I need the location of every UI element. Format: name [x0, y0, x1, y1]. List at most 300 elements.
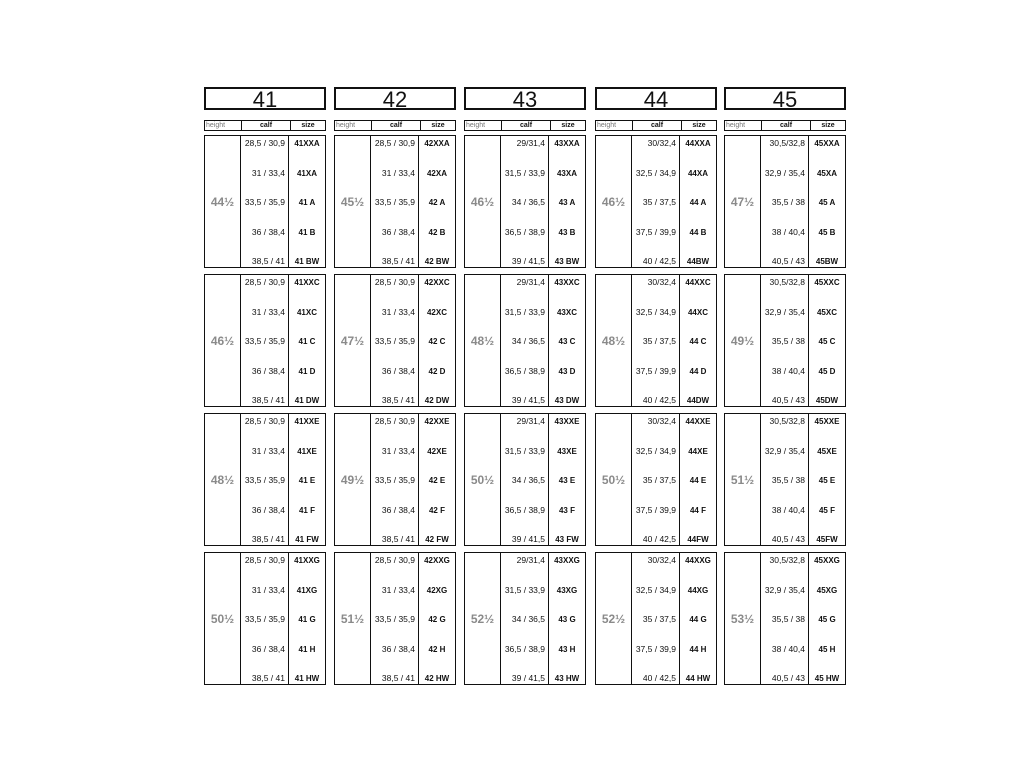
size-code: 42XE	[427, 446, 447, 456]
calf-range: 30/32,4	[647, 138, 676, 148]
size-code: 41XC	[296, 307, 317, 317]
calf-range: 34 / 36,5	[511, 197, 545, 207]
calf-list	[241, 553, 289, 684]
calf-range: 36,5 / 38,9	[504, 504, 545, 515]
calf-range: 36,5 / 38,9	[504, 365, 545, 376]
size-code: 42 HW	[424, 674, 450, 683]
calf-range: 39 / 41,5	[511, 534, 545, 544]
calf-range: 32,9 / 35,4	[764, 306, 805, 317]
column-title: 42	[334, 87, 456, 110]
size-code: 44 A	[689, 198, 707, 207]
calf-range: 31,5 / 33,9	[504, 584, 545, 595]
height-block	[595, 552, 717, 685]
column-title: 45	[724, 87, 846, 110]
height-block	[204, 413, 326, 546]
column-title: 41	[204, 87, 326, 110]
height-value: 50½	[596, 414, 632, 545]
calf-list	[371, 553, 419, 684]
height-block	[595, 413, 717, 546]
size-code: 43 H	[558, 644, 576, 654]
size-code: 41 B	[298, 227, 316, 237]
size-code: 41XXE	[294, 417, 320, 426]
calf-range: 30,5/32,8	[769, 277, 805, 287]
size-list	[289, 553, 325, 684]
height-block	[334, 135, 456, 268]
size-code: 43XG	[556, 585, 578, 595]
calf-list	[761, 275, 809, 406]
calf-range: 33,5 / 35,9	[374, 197, 415, 207]
calf-range: 36,5 / 38,9	[504, 226, 545, 237]
size-code: 43 G	[558, 615, 576, 624]
size-code: 45XC	[816, 307, 837, 317]
calf-list	[761, 414, 809, 545]
calf-list	[371, 275, 419, 406]
size-code: 42 H	[428, 644, 446, 654]
size-code: 45XXE	[814, 417, 840, 426]
size-code: 41 C	[298, 337, 316, 346]
size-list	[419, 275, 455, 406]
size-list	[680, 275, 716, 406]
size-code: 45 H	[818, 644, 836, 654]
size-code: 43 F	[558, 505, 575, 515]
height-block	[464, 413, 586, 546]
height-block	[724, 413, 846, 546]
size-code: 42 A	[428, 198, 446, 207]
size-code: 44XXG	[685, 556, 711, 565]
size-code: 42XA	[426, 168, 447, 178]
size-code: 43 HW	[554, 674, 580, 683]
calf-range: 33,5 / 35,9	[374, 475, 415, 485]
size-code: 42 DW	[424, 396, 450, 405]
size-code: 41 DW	[294, 396, 320, 405]
size-code: 41 FW	[295, 535, 319, 544]
size-column	[204, 87, 326, 683]
calf-range: 28,5 / 30,9	[244, 555, 285, 565]
size-code: 43XA	[556, 168, 577, 178]
size-code: 43 E	[558, 476, 576, 485]
size-code: 42 C	[428, 337, 446, 346]
size-code: 44 D	[689, 366, 707, 376]
calf-range: 31 / 33,4	[251, 445, 285, 456]
size-code: 44XE	[688, 446, 708, 456]
size-list	[680, 136, 716, 267]
size-code: 44 E	[689, 476, 707, 485]
calf-range: 30/32,4	[647, 555, 676, 565]
size-code: 44 H	[689, 644, 707, 654]
calf-range: 33,5 / 35,9	[244, 336, 285, 346]
calf-range: 38,5 / 41	[251, 395, 285, 405]
calf-range: 33,5 / 35,9	[374, 336, 415, 346]
size-code: 41 G	[298, 615, 316, 624]
size-code: 44FW	[687, 535, 709, 544]
size-code: 43 DW	[554, 396, 580, 405]
header-height: height	[205, 121, 242, 130]
calf-range: 40 / 42,5	[642, 256, 676, 266]
calf-range: 31 / 33,4	[251, 584, 285, 595]
size-code: 45 B	[818, 227, 836, 237]
size-code: 44XXA	[685, 139, 711, 148]
size-column	[464, 87, 586, 683]
calf-range: 35 / 37,5	[642, 197, 676, 207]
size-list	[809, 414, 845, 545]
calf-range: 31 / 33,4	[381, 445, 415, 456]
calf-range: 40,5 / 43	[771, 673, 805, 683]
calf-range: 38,5 / 41	[381, 673, 415, 683]
size-code: 45 D	[818, 366, 836, 376]
calf-range: 31 / 33,4	[251, 306, 285, 317]
size-code: 41XXA	[294, 139, 320, 148]
calf-list	[241, 414, 289, 545]
height-value: 53½	[725, 553, 761, 684]
height-value: 49½	[335, 414, 371, 545]
size-code: 42 D	[428, 366, 446, 376]
size-code: 42 B	[428, 227, 446, 237]
calf-range: 35 / 37,5	[642, 336, 676, 346]
calf-range: 36 / 38,4	[251, 365, 285, 376]
calf-range: 35,5 / 38	[771, 336, 805, 346]
calf-range: 38,5 / 41	[251, 673, 285, 683]
size-code: 45 C	[818, 337, 836, 346]
size-code: 42 G	[428, 615, 446, 624]
size-column	[334, 87, 456, 683]
column-header	[204, 120, 326, 131]
height-block	[724, 274, 846, 407]
calf-range: 40 / 42,5	[642, 673, 676, 683]
calf-range: 36 / 38,4	[381, 643, 415, 654]
size-code: 45 HW	[814, 674, 840, 683]
height-block	[724, 552, 846, 685]
size-code: 42 E	[428, 476, 446, 485]
calf-range: 33,5 / 35,9	[374, 614, 415, 624]
size-code: 45 F	[818, 505, 835, 515]
height-value: 44½	[205, 136, 241, 267]
calf-range: 38 / 40,4	[771, 365, 805, 376]
size-code: 43 B	[558, 227, 576, 237]
calf-range: 37,5 / 39,9	[635, 365, 676, 376]
calf-range: 36 / 38,4	[251, 643, 285, 654]
size-code: 42 F	[428, 505, 445, 515]
height-block	[334, 413, 456, 546]
calf-list	[371, 414, 419, 545]
calf-range: 38,5 / 41	[251, 256, 285, 266]
calf-range: 37,5 / 39,9	[635, 226, 676, 237]
calf-range: 32,9 / 35,4	[764, 445, 805, 456]
size-code: 43 D	[558, 366, 576, 376]
header-size: size	[692, 122, 706, 129]
column-header	[595, 120, 717, 131]
calf-range: 35,5 / 38	[771, 475, 805, 485]
header-calf: calf	[633, 121, 682, 130]
calf-range: 33,5 / 35,9	[244, 197, 285, 207]
size-list	[809, 275, 845, 406]
size-code: 41XG	[296, 585, 318, 595]
size-code: 42 BW	[424, 257, 450, 266]
size-code: 45XXC	[814, 278, 840, 287]
size-code: 42XG	[426, 585, 448, 595]
calf-range: 40 / 42,5	[642, 534, 676, 544]
calf-range: 32,5 / 34,9	[635, 445, 676, 456]
height-value: 49½	[725, 275, 761, 406]
size-code: 45BW	[815, 257, 839, 266]
height-value: 50½	[205, 553, 241, 684]
height-value: 51½	[335, 553, 371, 684]
size-code: 44 HW	[685, 674, 711, 683]
size-list	[809, 136, 845, 267]
size-list	[289, 275, 325, 406]
size-code: 44DW	[686, 396, 710, 405]
calf-list	[761, 553, 809, 684]
calf-range: 28,5 / 30,9	[244, 416, 285, 426]
height-block	[464, 274, 586, 407]
height-block	[464, 135, 586, 268]
calf-list	[501, 275, 549, 406]
calf-range: 30,5/32,8	[769, 416, 805, 426]
header-height: height	[465, 121, 502, 130]
column-header	[724, 120, 846, 131]
size-code: 41 F	[298, 505, 315, 515]
calf-range: 35 / 37,5	[642, 475, 676, 485]
header-size: size	[561, 122, 575, 129]
size-code: 45 E	[818, 476, 836, 485]
size-code: 41 D	[298, 366, 316, 376]
height-block	[334, 274, 456, 407]
calf-range: 38,5 / 41	[381, 395, 415, 405]
calf-range: 40 / 42,5	[642, 395, 676, 405]
size-code: 41 H	[298, 644, 316, 654]
size-code: 44BW	[686, 257, 710, 266]
column-header	[334, 120, 456, 131]
header-height: height	[335, 121, 372, 130]
calf-range: 36 / 38,4	[381, 504, 415, 515]
calf-range: 38 / 40,4	[771, 504, 805, 515]
size-code: 45XXA	[814, 139, 840, 148]
calf-range: 28,5 / 30,9	[374, 416, 415, 426]
size-code: 42XC	[426, 307, 447, 317]
height-value: 48½	[465, 275, 501, 406]
size-code: 41 A	[298, 198, 316, 207]
calf-list	[501, 553, 549, 684]
height-block	[204, 274, 326, 407]
size-code: 42 FW	[425, 535, 449, 544]
height-value: 51½	[725, 414, 761, 545]
size-code: 45XG	[816, 585, 838, 595]
calf-range: 31 / 33,4	[381, 167, 415, 178]
calf-range: 36,5 / 38,9	[504, 643, 545, 654]
height-value: 46½	[465, 136, 501, 267]
size-list	[419, 414, 455, 545]
size-code: 44XXC	[685, 278, 711, 287]
size-code: 45XE	[817, 446, 837, 456]
calf-range: 32,5 / 34,9	[635, 584, 676, 595]
height-block	[334, 552, 456, 685]
size-code: 44 G	[689, 615, 707, 624]
calf-range: 39 / 41,5	[511, 256, 545, 266]
calf-range: 28,5 / 30,9	[244, 277, 285, 287]
calf-range: 31,5 / 33,9	[504, 306, 545, 317]
calf-range: 39 / 41,5	[511, 395, 545, 405]
calf-range: 38,5 / 41	[381, 534, 415, 544]
size-code: 41 E	[298, 476, 316, 485]
calf-range: 30/32,4	[647, 277, 676, 287]
size-code: 41XXC	[294, 278, 320, 287]
calf-range: 38,5 / 41	[251, 534, 285, 544]
size-code: 45DW	[815, 396, 839, 405]
height-value: 52½	[465, 553, 501, 684]
calf-range: 34 / 36,5	[511, 614, 545, 624]
calf-list	[632, 275, 680, 406]
calf-range: 31 / 33,4	[381, 306, 415, 317]
height-block	[204, 552, 326, 685]
size-code: 44XA	[687, 168, 708, 178]
calf-range: 38 / 40,4	[771, 226, 805, 237]
size-code: 45FW	[816, 535, 838, 544]
calf-list	[632, 414, 680, 545]
calf-range: 29/31,4	[516, 555, 545, 565]
size-code: 41 HW	[294, 674, 320, 683]
size-code: 41XE	[297, 446, 317, 456]
size-code: 44XXE	[685, 417, 711, 426]
size-code: 43 A	[558, 198, 576, 207]
column-header	[464, 120, 586, 131]
height-value: 48½	[205, 414, 241, 545]
calf-range: 28,5 / 30,9	[244, 138, 285, 148]
calf-list	[501, 414, 549, 545]
calf-range: 36 / 38,4	[251, 504, 285, 515]
calf-range: 30,5/32,8	[769, 555, 805, 565]
size-code: 42XXA	[424, 139, 450, 148]
header-calf: calf	[372, 121, 421, 130]
calf-range: 31 / 33,4	[251, 167, 285, 178]
size-code: 45XA	[816, 168, 837, 178]
calf-range: 32,9 / 35,4	[764, 584, 805, 595]
height-value: 46½	[205, 275, 241, 406]
column-title: 43	[464, 87, 586, 110]
height-block	[595, 135, 717, 268]
column-title: 44	[595, 87, 717, 110]
calf-range: 35 / 37,5	[642, 614, 676, 624]
header-height: height	[725, 121, 762, 130]
calf-list	[501, 136, 549, 267]
header-calf: calf	[502, 121, 551, 130]
calf-range: 28,5 / 30,9	[374, 555, 415, 565]
height-value: 52½	[596, 553, 632, 684]
size-code: 41XXG	[294, 556, 320, 565]
size-code: 45XXG	[814, 556, 840, 565]
size-code: 44 B	[689, 227, 707, 237]
height-value: 45½	[335, 136, 371, 267]
calf-range: 29/31,4	[516, 138, 545, 148]
calf-range: 40,5 / 43	[771, 256, 805, 266]
size-list	[680, 553, 716, 684]
calf-range: 33,5 / 35,9	[244, 475, 285, 485]
calf-range: 32,5 / 34,9	[635, 306, 676, 317]
header-size: size	[301, 122, 315, 129]
size-code: 43XXA	[554, 139, 580, 148]
calf-range: 36 / 38,4	[251, 226, 285, 237]
size-code: 42XXG	[424, 556, 450, 565]
size-code: 45 A	[818, 198, 836, 207]
size-code: 41XA	[296, 168, 317, 178]
size-code: 43 BW	[554, 257, 580, 266]
size-code: 43XE	[557, 446, 577, 456]
size-list	[549, 136, 585, 267]
calf-range: 34 / 36,5	[511, 336, 545, 346]
size-list	[419, 136, 455, 267]
size-code: 43 FW	[555, 535, 579, 544]
size-code: 45 G	[818, 615, 836, 624]
calf-list	[371, 136, 419, 267]
size-list	[549, 553, 585, 684]
size-list	[419, 553, 455, 684]
header-size: size	[431, 122, 445, 129]
calf-list	[632, 136, 680, 267]
height-block	[595, 274, 717, 407]
calf-range: 30,5/32,8	[769, 138, 805, 148]
calf-range: 38,5 / 41	[381, 256, 415, 266]
size-list	[289, 414, 325, 545]
size-code: 44 F	[689, 505, 706, 515]
size-code: 44XG	[687, 585, 709, 595]
size-list	[289, 136, 325, 267]
header-calf: calf	[762, 121, 811, 130]
calf-range: 32,9 / 35,4	[764, 167, 805, 178]
calf-range: 30/32,4	[647, 416, 676, 426]
height-value: 47½	[335, 275, 371, 406]
size-code: 42XXE	[424, 417, 450, 426]
calf-range: 39 / 41,5	[511, 673, 545, 683]
size-code: 43XXE	[554, 417, 580, 426]
calf-range: 37,5 / 39,9	[635, 643, 676, 654]
size-column	[595, 87, 717, 683]
calf-range: 31 / 33,4	[381, 584, 415, 595]
calf-range: 35,5 / 38	[771, 197, 805, 207]
size-list	[809, 553, 845, 684]
height-block	[724, 135, 846, 268]
size-column	[724, 87, 846, 683]
calf-range: 35,5 / 38	[771, 614, 805, 624]
header-calf: calf	[242, 121, 291, 130]
height-value: 50½	[465, 414, 501, 545]
calf-range: 37,5 / 39,9	[635, 504, 676, 515]
header-size: size	[821, 122, 835, 129]
height-block	[464, 552, 586, 685]
calf-range: 31,5 / 33,9	[504, 167, 545, 178]
calf-list	[241, 136, 289, 267]
size-code: 43XXC	[554, 278, 580, 287]
height-value: 47½	[725, 136, 761, 267]
size-code: 44XC	[687, 307, 708, 317]
calf-range: 40,5 / 43	[771, 534, 805, 544]
calf-list	[241, 275, 289, 406]
calf-range: 36 / 38,4	[381, 365, 415, 376]
calf-range: 40,5 / 43	[771, 395, 805, 405]
calf-range: 28,5 / 30,9	[374, 277, 415, 287]
calf-list	[632, 553, 680, 684]
calf-range: 33,5 / 35,9	[244, 614, 285, 624]
height-block	[204, 135, 326, 268]
size-code: 44 C	[689, 337, 707, 346]
size-code: 43 C	[558, 337, 576, 346]
calf-range: 36 / 38,4	[381, 226, 415, 237]
height-value: 46½	[596, 136, 632, 267]
calf-range: 29/31,4	[516, 416, 545, 426]
calf-range: 38 / 40,4	[771, 643, 805, 654]
header-height: height	[596, 121, 633, 130]
calf-range: 34 / 36,5	[511, 475, 545, 485]
calf-range: 29/31,4	[516, 277, 545, 287]
size-code: 41 BW	[294, 257, 320, 266]
height-value: 48½	[596, 275, 632, 406]
